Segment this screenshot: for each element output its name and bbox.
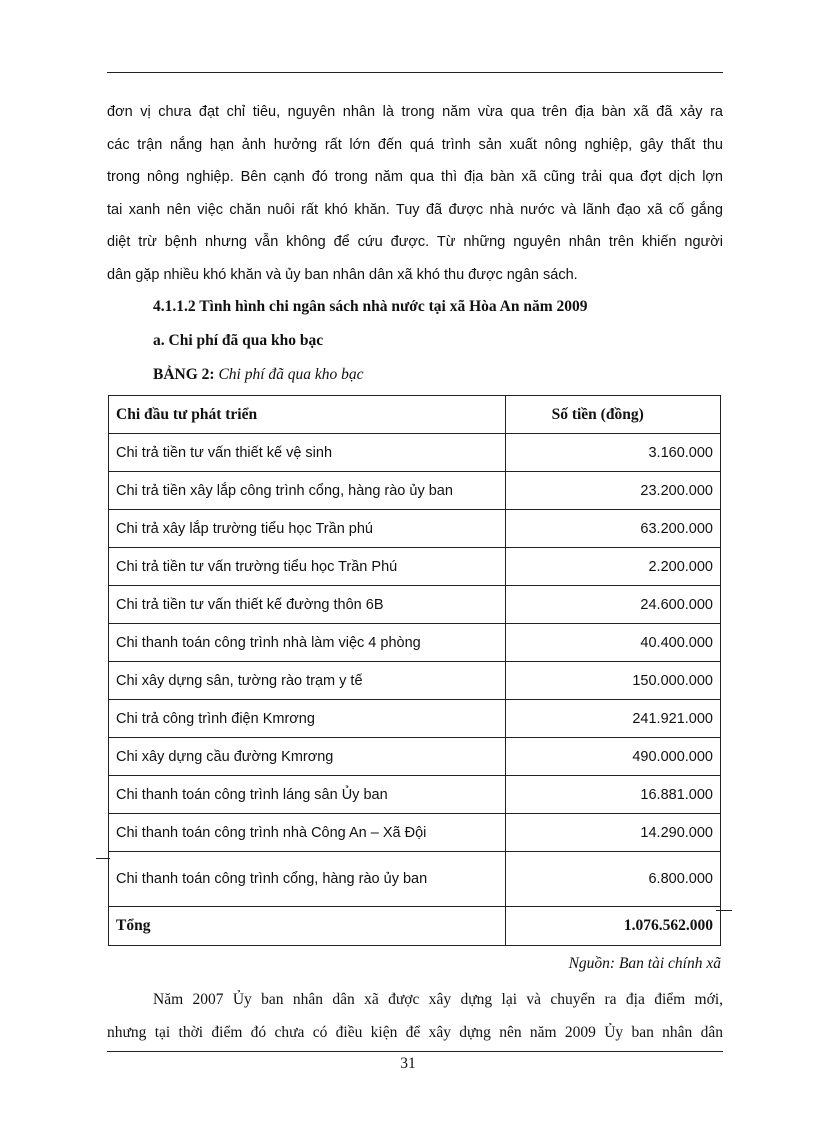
header-rule <box>107 72 723 73</box>
table-row <box>109 738 721 776</box>
total-amount: 1.076.562.000 <box>505 907 720 946</box>
intro-line: tai xanh nên việc chăn nuôi rất khó khăn. Tuy đã được nhà nước và lãnh đạo xã cố gắng <box>107 201 723 218</box>
table-row <box>109 624 721 662</box>
row-description: Chi trả tiền tư vấn trường tiểu học Trần Phú <box>109 548 506 586</box>
table-source-note: Nguồn: Ban tài chính xã <box>568 955 721 972</box>
closing-line: nhưng tại thời điểm đó chưa có điều kiện để xây dựng nên năm 2009 Ủy ban nhân dân <box>107 1023 723 1041</box>
footer-rule <box>107 1051 723 1052</box>
row-amount: 23.200.000 <box>505 472 720 510</box>
row-amount: 6.800.000 <box>505 852 720 907</box>
row-amount: 2.200.000 <box>505 548 720 586</box>
intro-paragraph <box>107 96 723 291</box>
row-description: Chi trả xây lắp trường tiểu học Trần phú <box>109 510 506 548</box>
table-row <box>109 700 721 738</box>
row-description: Chi xây dựng sân, tường rào trạm y tế <box>109 662 506 700</box>
page-number: 31 <box>400 1055 416 1072</box>
table-row <box>109 852 721 907</box>
row-description: Chi trả tiền xây lắp công trình cổng, hàng rào ủy ban <box>109 472 506 510</box>
page-break-marker-left <box>96 858 110 859</box>
header-cell-category: Chi đầu tư phát triển <box>109 396 506 434</box>
row-description: Chi thanh toán công trình nhà làm việc 4 phòng <box>109 624 506 662</box>
row-amount: 24.600.000 <box>505 586 720 624</box>
row-description: Chi xây dựng cầu đường Kmrơng <box>109 738 506 776</box>
subheading: a. Chi phí đã qua kho bạc <box>153 332 324 349</box>
closing-paragraph <box>107 984 723 1049</box>
row-description: Chi trả tiền tư vấn thiết kế vệ sinh <box>109 434 506 472</box>
closing-line: Năm 2007 Ủy ban nhân dân xã được xây dựng lại và chuyển ra địa điểm mới, <box>153 991 723 1008</box>
table-row <box>109 776 721 814</box>
row-amount: 490.000.000 <box>505 738 720 776</box>
row-description: Chi trả tiền tư vấn thiết kế đường thôn 6B <box>109 586 506 624</box>
table-caption-label: BẢNG 2: <box>153 366 215 383</box>
table-row <box>109 548 721 586</box>
row-amount: 3.160.000 <box>505 434 720 472</box>
header-cell-amount: Số tiền (đồng) <box>505 396 720 434</box>
table-row <box>109 510 721 548</box>
row-amount: 16.881.000 <box>505 776 720 814</box>
table-total-row <box>109 907 721 946</box>
table-row <box>109 662 721 700</box>
table-header-row <box>109 396 721 434</box>
table-caption <box>153 366 364 384</box>
table-row <box>109 814 721 852</box>
table-row <box>109 586 721 624</box>
intro-line: diệt trừ bệnh nhưng vẫn không để cứu được. Từ những nguyên nhân trên khiến người <box>107 234 723 250</box>
intro-line: các trận nắng hạn ảnh hưởng rất lớn đến quá trình sản xuất nông nghiệp, gây thất thu <box>107 136 723 153</box>
row-description: Chi thanh toán công trình cổng, hàng rào ủy ban <box>109 852 506 907</box>
row-amount: 150.000.000 <box>505 662 720 700</box>
row-description: Chi trả công trình điện Kmrơng <box>109 700 506 738</box>
intro-line: đơn vị chưa đạt chỉ tiêu, nguyên nhân là trong năm vừa qua trên địa bàn xã đã xảy ra <box>107 104 723 120</box>
row-description: Chi thanh toán công trình láng sân Ủy ban <box>109 776 506 814</box>
table-caption-title: Chi phí đã qua kho bạc <box>218 366 364 383</box>
row-amount: 241.921.000 <box>505 700 720 738</box>
intro-line: dân gặp nhiều khó khăn và ủy ban nhân dân xã khó thu được ngân sách. <box>107 266 578 283</box>
row-amount: 63.200.000 <box>505 510 720 548</box>
total-label: Tổng <box>109 907 506 946</box>
row-amount: 40.400.000 <box>505 624 720 662</box>
row-amount: 14.290.000 <box>505 814 720 852</box>
table-row <box>109 472 721 510</box>
page-break-marker-right <box>716 910 732 911</box>
budget-table <box>108 395 721 946</box>
table-row <box>109 434 721 472</box>
intro-line: trong nông nghiệp. Bên cạnh đó trong năm qua thì địa bàn xã cũng trải qua đợt dịch lợn <box>107 169 723 185</box>
row-description: Chi thanh toán công trình nhà Công An – Xã Đội <box>109 814 506 852</box>
section-heading: 4.1.1.2 Tình hình chi ngân sách nhà nước tại xã Hòa An năm 2009 <box>153 298 588 315</box>
